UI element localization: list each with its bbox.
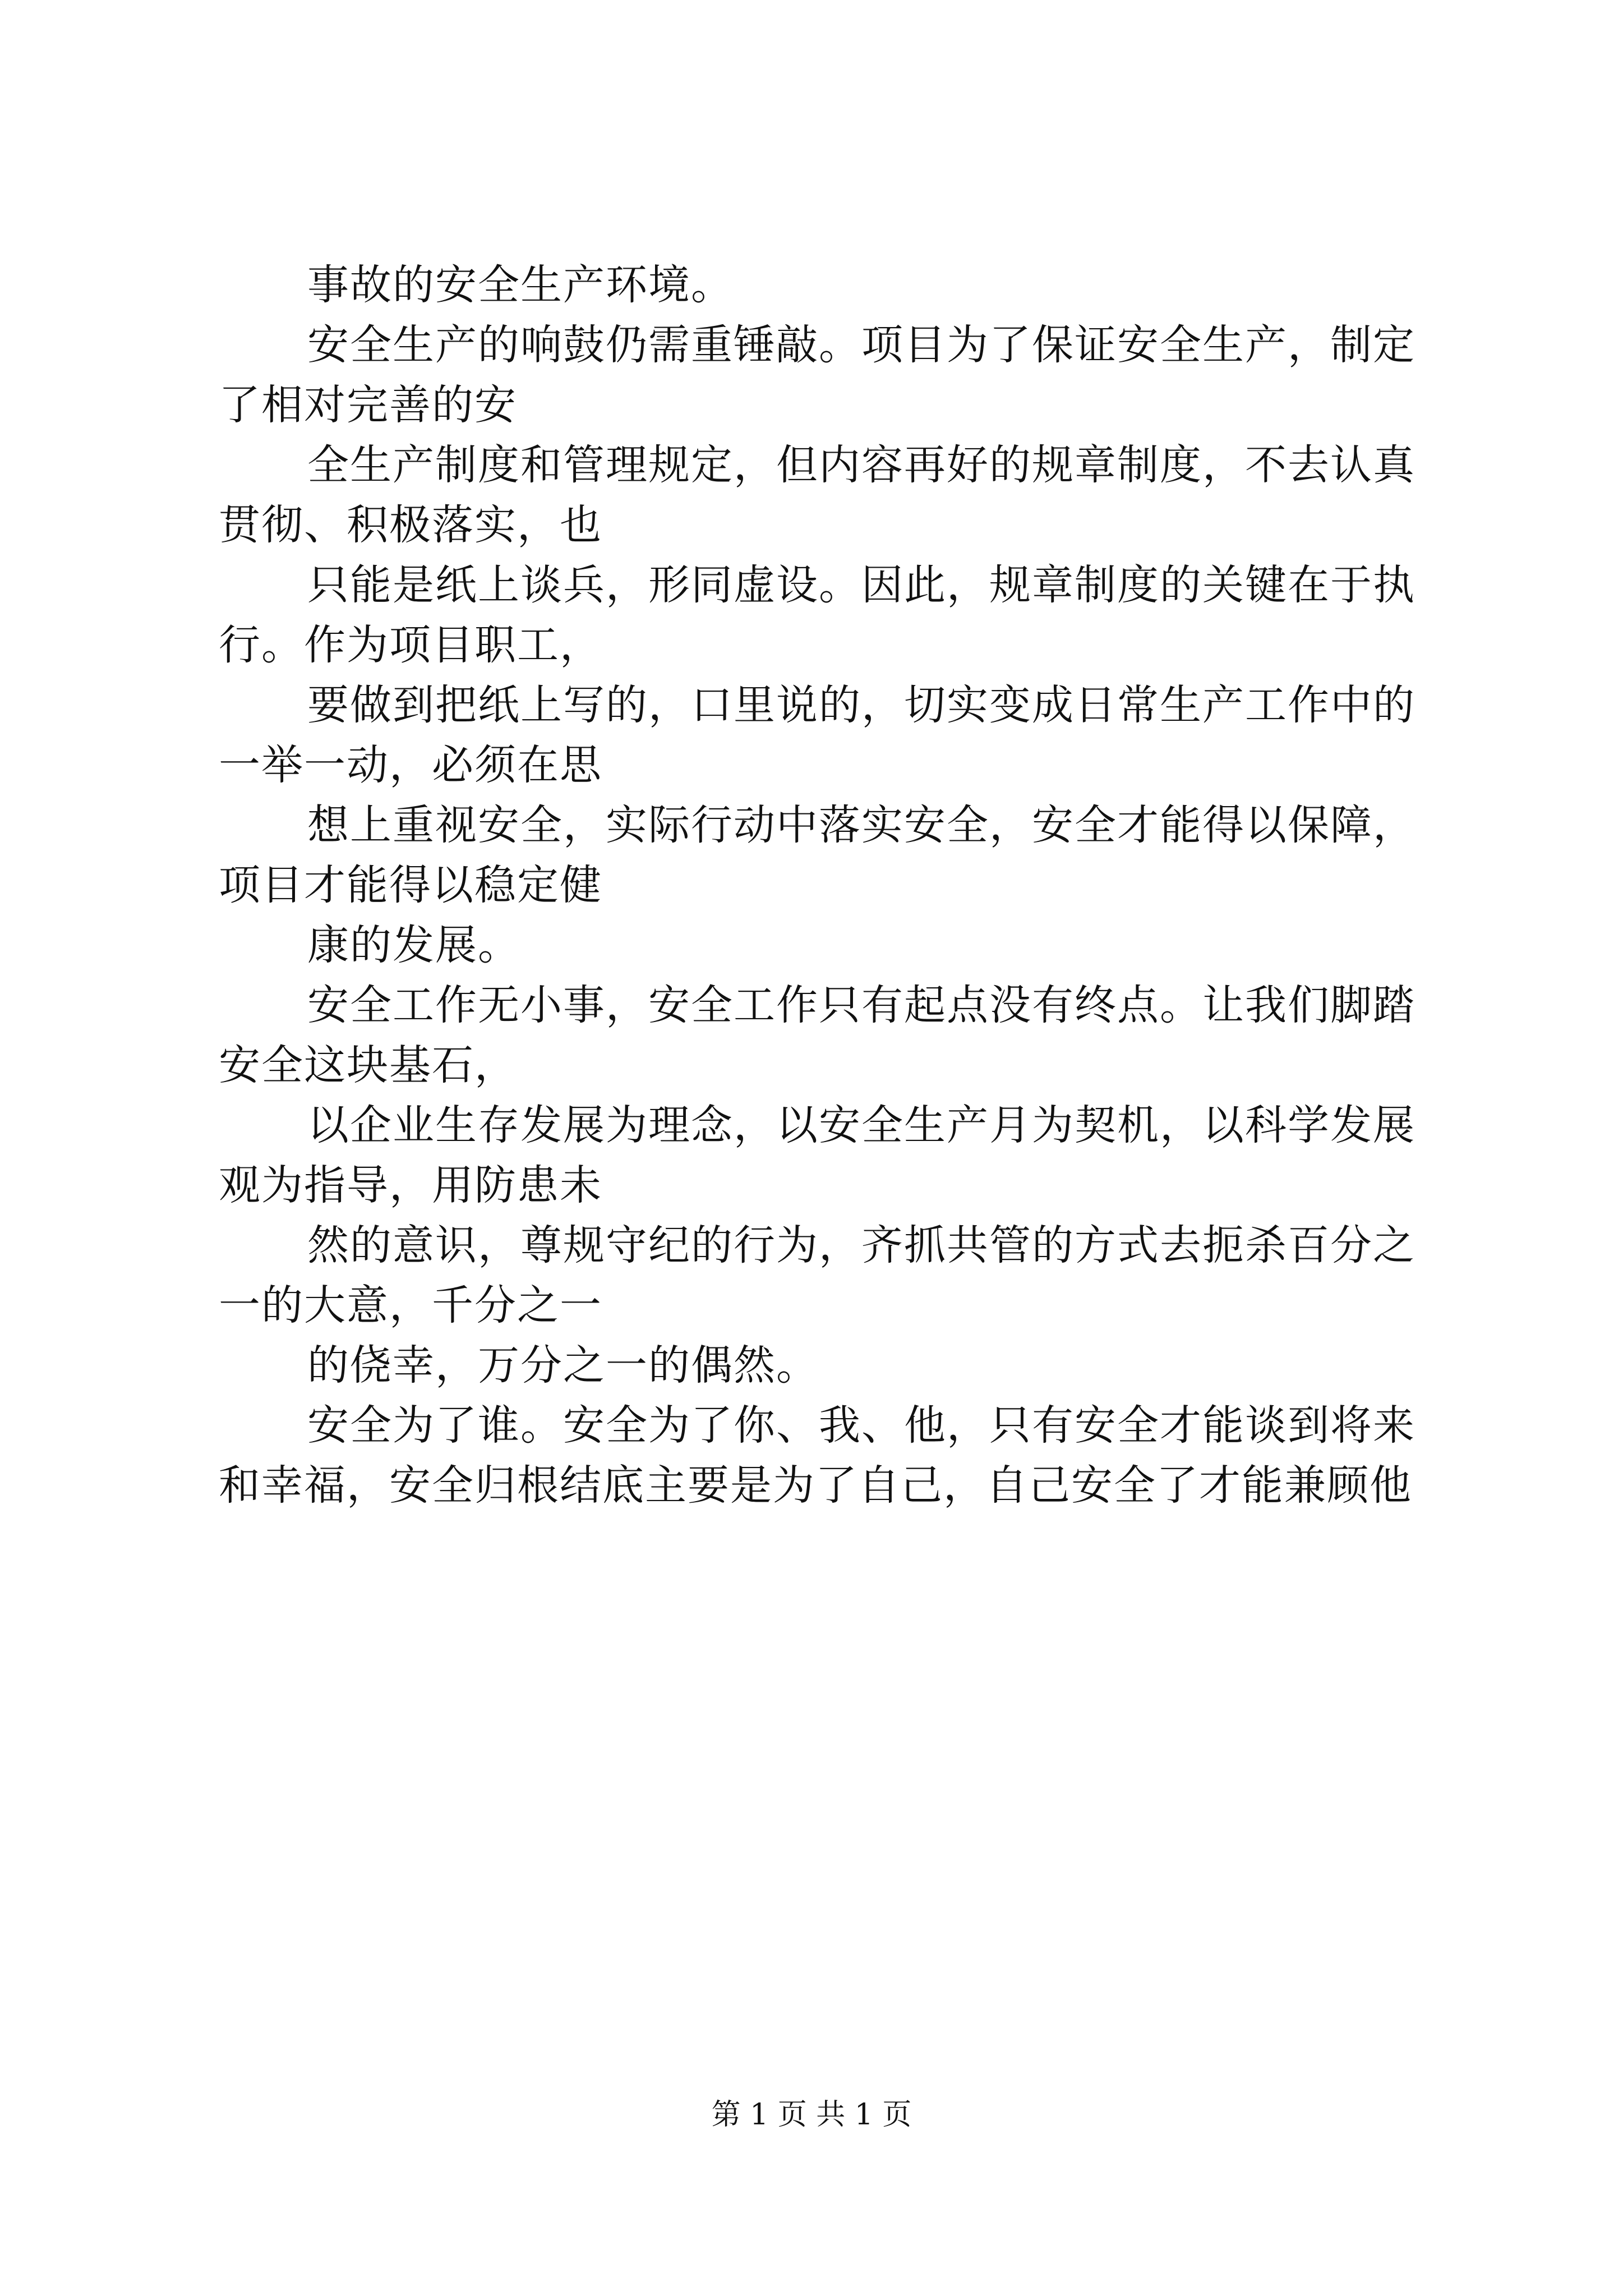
- text-line: 观为指导，用防患未: [219, 1161, 602, 1209]
- text-line: 安全工作无小事，安全工作只有起点没有终点。让我们脚踏: [307, 981, 1415, 1029]
- text-line: 和幸福，安全归根结底主要是为了自己，自己安全了才能兼顾他: [219, 1461, 1412, 1510]
- text-line: 一的大意，千分之一: [219, 1281, 602, 1329]
- text-line: 只能是纸上谈兵，形同虚设。因此，规章制度的关键在于执: [307, 561, 1415, 609]
- text-line: 一举一动，必须在思: [219, 741, 602, 789]
- document-body: [219, 255, 1424, 1516]
- text-line: 事故的安全生产环境。: [307, 261, 734, 309]
- text-line: 安全生产的响鼓仍需重锤敲。项目为了保证安全生产，制定: [307, 321, 1415, 369]
- text-line: 贯彻、积极落实，也: [219, 501, 602, 549]
- text-line: 安全为了谁。安全为了你、我、他，只有安全才能谈到将来: [307, 1401, 1415, 1450]
- text-line: 以企业生存发展为理念，以安全生产月为契机，以科学发展: [307, 1101, 1415, 1149]
- text-line: 想上重视安全，实际行动中落实安全，安全才能得以保障，: [307, 801, 1415, 849]
- text-line: 的侥幸，万分之一的偶然。: [307, 1341, 819, 1389]
- text-line: 然的意识，尊规守纪的行为，齐抓共管的方式去扼杀百分之: [307, 1221, 1415, 1269]
- text-line: 项目才能得以稳定健: [219, 861, 602, 909]
- text-line: 全生产制度和管理规定，但内容再好的规章制度，不去认真: [307, 441, 1415, 489]
- text-line: 了相对完善的安: [219, 381, 517, 429]
- page-number-footer: 第 1 页 共 1 页: [711, 2098, 912, 2132]
- text-line: 安全这块基石，: [219, 1041, 517, 1089]
- text-line: 要做到把纸上写的，口里说的，切实变成日常生产工作中的: [307, 681, 1415, 729]
- text-line: 康的发展。: [307, 921, 520, 969]
- text-line: 行。作为项目职工，: [219, 621, 602, 669]
